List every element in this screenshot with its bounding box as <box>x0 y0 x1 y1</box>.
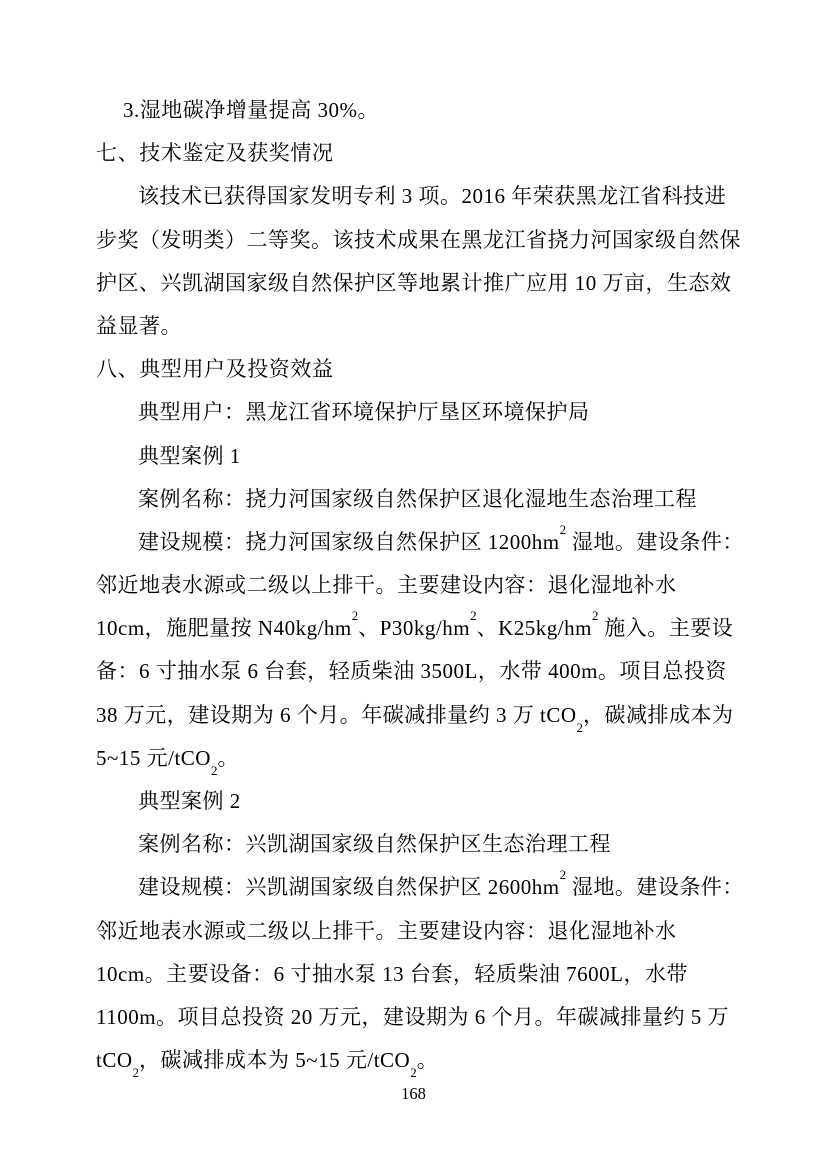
subscript: 2 <box>210 763 218 778</box>
text-line: 备：6 寸抽水泵 6 台套，轻质柴油 3500L，水带 400m。项目总投资 <box>96 659 727 684</box>
text-line: 护区、兴凯湖国家级自然保护区等地累计推广应用 10 万亩，生态效 <box>96 270 732 295</box>
text-line: 邻近地表水源或二级以上排干。主要建设内容：退化湿地补水 <box>96 573 677 598</box>
superscript: 2 <box>559 521 567 537</box>
subscript: 2 <box>576 719 584 735</box>
subscript: 2 <box>410 1065 417 1081</box>
superscript: 2 <box>559 867 567 883</box>
text-line: 5~15 元/tCO$_2$。 <box>96 745 239 778</box>
section-heading: 七、技术鉴定及获奖情况 <box>96 141 334 166</box>
text-line: 案例名称：挠力河国家级自然保护区退化湿地生态治理工程 <box>138 486 697 511</box>
page-number: 168 <box>401 1084 426 1103</box>
text-line: 建设规模：挠力河国家级自然保护区 $1200hm^2$ 湿地。建设条件： <box>138 521 744 554</box>
text-line: 步奖（发明类）二等奖。该技术成果在黑龙江省挠力河国家级自然保 <box>96 227 741 252</box>
text-line: tCO$_2$，碳减排成本为 5~15 元/tCO$_2$。 <box>96 1048 439 1081</box>
text-line: 益显著。 <box>96 313 182 338</box>
text-line: 10cm，施肥量按 $N40kg/hm^2$、$P30kg/hm^2$、$K25kg/hm^2$ 施入。主要设 <box>96 608 734 641</box>
text-line: 38 万元，建设期为 6 个月。年碳减排量约 3 万 tCO$_2$，碳减排成本为 <box>96 702 734 735</box>
superscript: 2 <box>591 608 599 624</box>
text-line: 典型案例 1 <box>138 443 241 468</box>
text-line: 10cm。主要设备：6 寸抽水泵 13 台套，轻质柴油 7600L，水带 <box>96 961 688 986</box>
subscript: 2 <box>132 1065 140 1081</box>
text-line: 3.湿地碳净增量提高 30%。 <box>123 98 379 122</box>
page-content <box>96 89 746 1082</box>
text-line: 典型案例 2 <box>138 789 241 813</box>
superscript: 2 <box>470 608 477 624</box>
text-line: 建设规模：兴凯湖国家级自然保护区 $2600hm^2$ 湿地。建设条件： <box>138 867 744 900</box>
superscript: 2 <box>351 608 359 624</box>
text-line: 典型用户：黑龙江省环境保护厅垦区环境保护局 <box>138 400 590 425</box>
text-line: 邻近地表水源或二级以上排干。主要建设内容：退化湿地补水 <box>96 918 677 943</box>
text-line: 该技术已获得国家发明专利 3 项。2016 年荣获黑龙江省科技进 <box>138 184 727 209</box>
text-line: 案例名称：兴凯湖国家级自然保护区生态治理工程 <box>138 832 611 857</box>
text-line: 1100m。项目总投资 20 万元，建设期为 6 个月。年碳减排量约 5 万 <box>96 1004 730 1029</box>
section-heading: 八、典型用户及投资效益 <box>96 357 334 382</box>
